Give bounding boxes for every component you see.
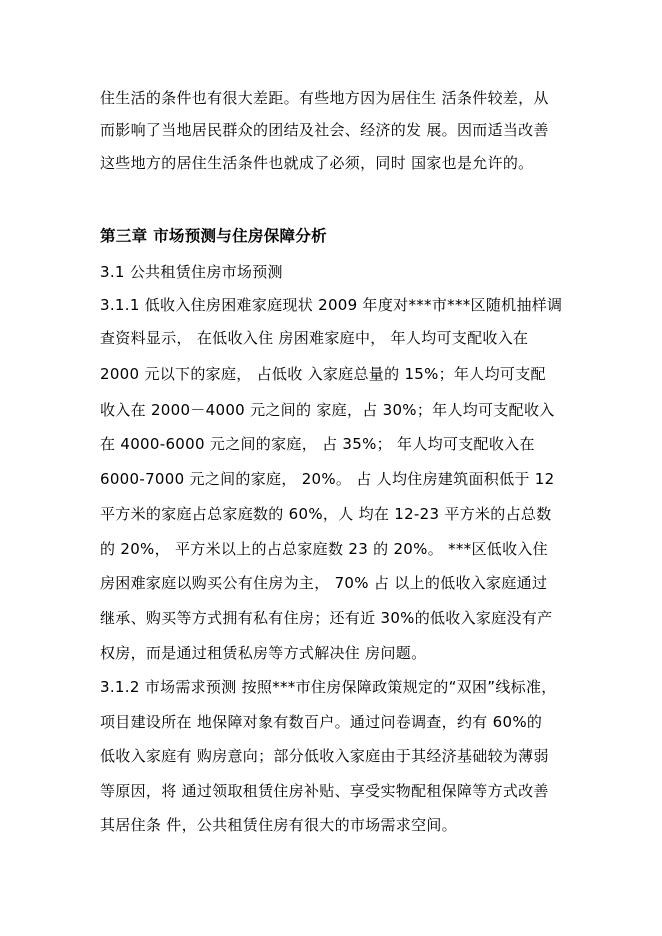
para1-line-2: 查资料显示， 在低收入住 房困难家庭中， 年人均可支配收入在 xyxy=(100,329,529,347)
section-title: 3.1 公共租赁住房市场预测 xyxy=(100,263,283,281)
para1-line-5: 在 4000-6000 元之间的家庭， 占 35%； 年人均可支配收入在 xyxy=(100,435,535,453)
para2-line-3: 低收入家庭有 购房意向；部分低收入家庭由于其经济基础较为薄弱 xyxy=(100,747,549,765)
para2-line-2: 项目建设所在 地保障对象有数百户。通过问卷调查，约有 60%的 xyxy=(100,713,543,731)
intro-line-1: 住生活的条件也有很大差距。有些地方因为居住生 活条件较差，从 xyxy=(100,89,549,107)
intro-line-2: 而影响了当地居民群众的团结及社会、经济的发 展。因而适当改善 xyxy=(100,121,549,139)
para1-line-4: 收入在 2000－4000 元之间的 家庭，占 30%；年人均可支配收入 xyxy=(100,401,555,419)
para1-line-10: 继承、购买等方式拥有私有住房；还有近 30%的低收入家庭没有产 xyxy=(100,609,553,627)
para2-line-4: 等原因，将 通过领取租赁住房补贴、享受实物配租保障等方式改善 xyxy=(100,782,549,800)
para1-line-11: 权房，而是通过租赁私房等方式解决住 房问题。 xyxy=(100,644,427,662)
para1-line-9: 房困难家庭以购买公有住房为主， 70% 占 以上的低收入家庭通过 xyxy=(100,574,548,592)
para2-line-5: 其居住条 件，公共租赁住房有很大的市场需求空间。 xyxy=(100,816,457,834)
intro-line-3: 这些地方的居住生活条件也就成了必须，同时 国家也是允许的。 xyxy=(100,154,534,172)
para2-line-1: 3.1.2 市场需求预测 按照***市住房保障政策规定的“双困”线标准， xyxy=(100,678,557,696)
chapter-title: 第三章 市场预测与住房保障分析 xyxy=(100,227,327,245)
para1-line-7: 平方米的家庭占总家庭数的 60%，人 均在 12-23 平方米的占总数 xyxy=(100,505,552,523)
para1-line-3: 2000 元以下的家庭， 占低收 入家庭总量的 15%；年人均可支配 xyxy=(100,365,546,383)
para1-line-6: 6000-7000 元之间的家庭， 20%。 占 人均住房建筑面积低于 12 xyxy=(100,470,555,488)
para1-line-8: 的 20%， 平方米以上的占总家庭数 23 的 20%。 ***区低收入住 xyxy=(100,540,548,558)
para1-line-1: 3.1.1 低收入住房困难家庭现状 2009 年度对***市***区随机抽样调 xyxy=(100,296,563,314)
